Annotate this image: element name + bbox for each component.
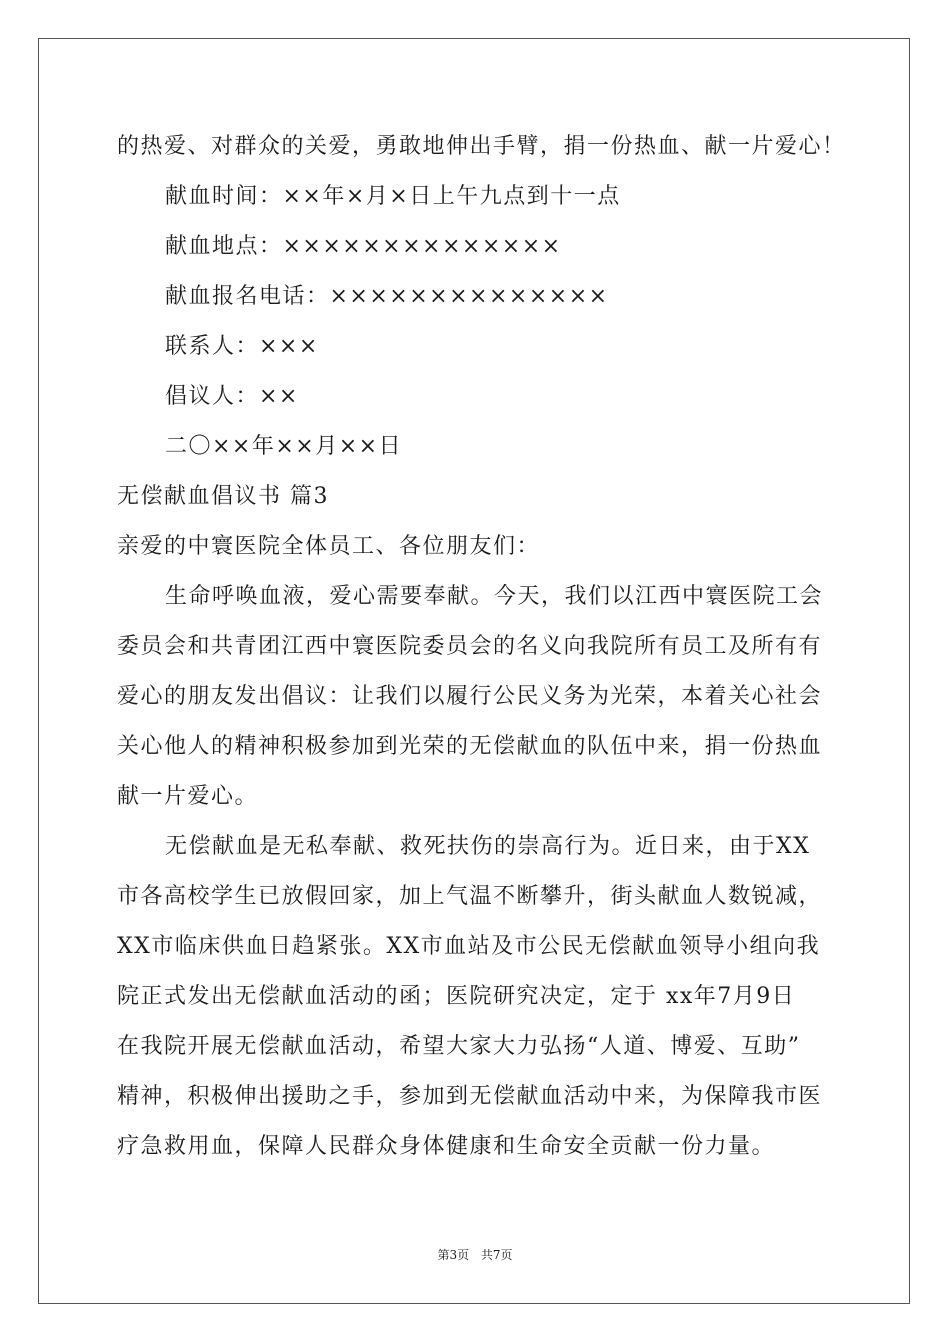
text-line: 的热爱、对群众的关爱，勇敢地伸出手臂，捐一份热血、献一片爱心！	[117, 134, 846, 159]
page-footer	[0, 1246, 950, 1264]
text-line: 倡议人：××	[165, 384, 299, 409]
text-line: 院正式发出无偿献血活动的函；医院研究决定，定于 xx年7月9日	[117, 984, 796, 1009]
text-line: 献血报名电话：××××××××××××××	[165, 284, 609, 309]
text-line: 在我院开展无偿献血活动，希望大家大力弘扬“人道、博爱、互助”	[117, 1034, 801, 1059]
text-line: 献血时间：××年×月×日上午九点到十一点	[165, 184, 621, 209]
text-line: XX市临床供血日趋紧张。XX市血站及市公民无偿献血领导小组向我	[117, 934, 821, 959]
text-line: 无偿献血是无私奉献、救死扶伤的崇高行为。近日来，由于XX	[165, 834, 811, 859]
page-total: 共7页	[480, 1248, 513, 1262]
text-line: 关心他人的精神积极参加到光荣的无偿献血的队伍中来，捐一份热血	[117, 734, 823, 759]
page-number: 第3页	[437, 1248, 470, 1262]
text-line: 献血地点：××××××××××××××	[165, 234, 562, 259]
text-line: 疗急救用血，保障人民群众身体健康和生命安全贡献一份力量。	[117, 1134, 776, 1159]
section-heading: 无偿献血倡议书 篇3	[117, 484, 329, 509]
text-line: 精神，积极伸出援助之手，参加到无偿献血活动中来，为保障我市医	[117, 1084, 823, 1109]
salutation: 亲爱的中寰医院全体员工、各位朋友们：	[117, 534, 541, 559]
text-line: 生命呼唤血液，爱心需要奉献。今天，我们以江西中寰医院工会	[165, 584, 824, 609]
text-line: 爱心的朋友发出倡议：让我们以履行公民义务为光荣，本着关心社会	[117, 684, 823, 709]
text-line: 二〇××年××月××日	[165, 434, 403, 459]
text-line: 献一片爱心。	[117, 784, 259, 809]
text-line: 委员会和共青团江西中寰医院委员会的名义向我院所有员工及所有有	[117, 634, 823, 659]
text-line: 联系人：×××	[165, 334, 319, 359]
document-body	[117, 122, 846, 1172]
text-line: 市各高校学生已放假回家，加上气温不断攀升，街头献血人数锐减，	[117, 884, 823, 909]
